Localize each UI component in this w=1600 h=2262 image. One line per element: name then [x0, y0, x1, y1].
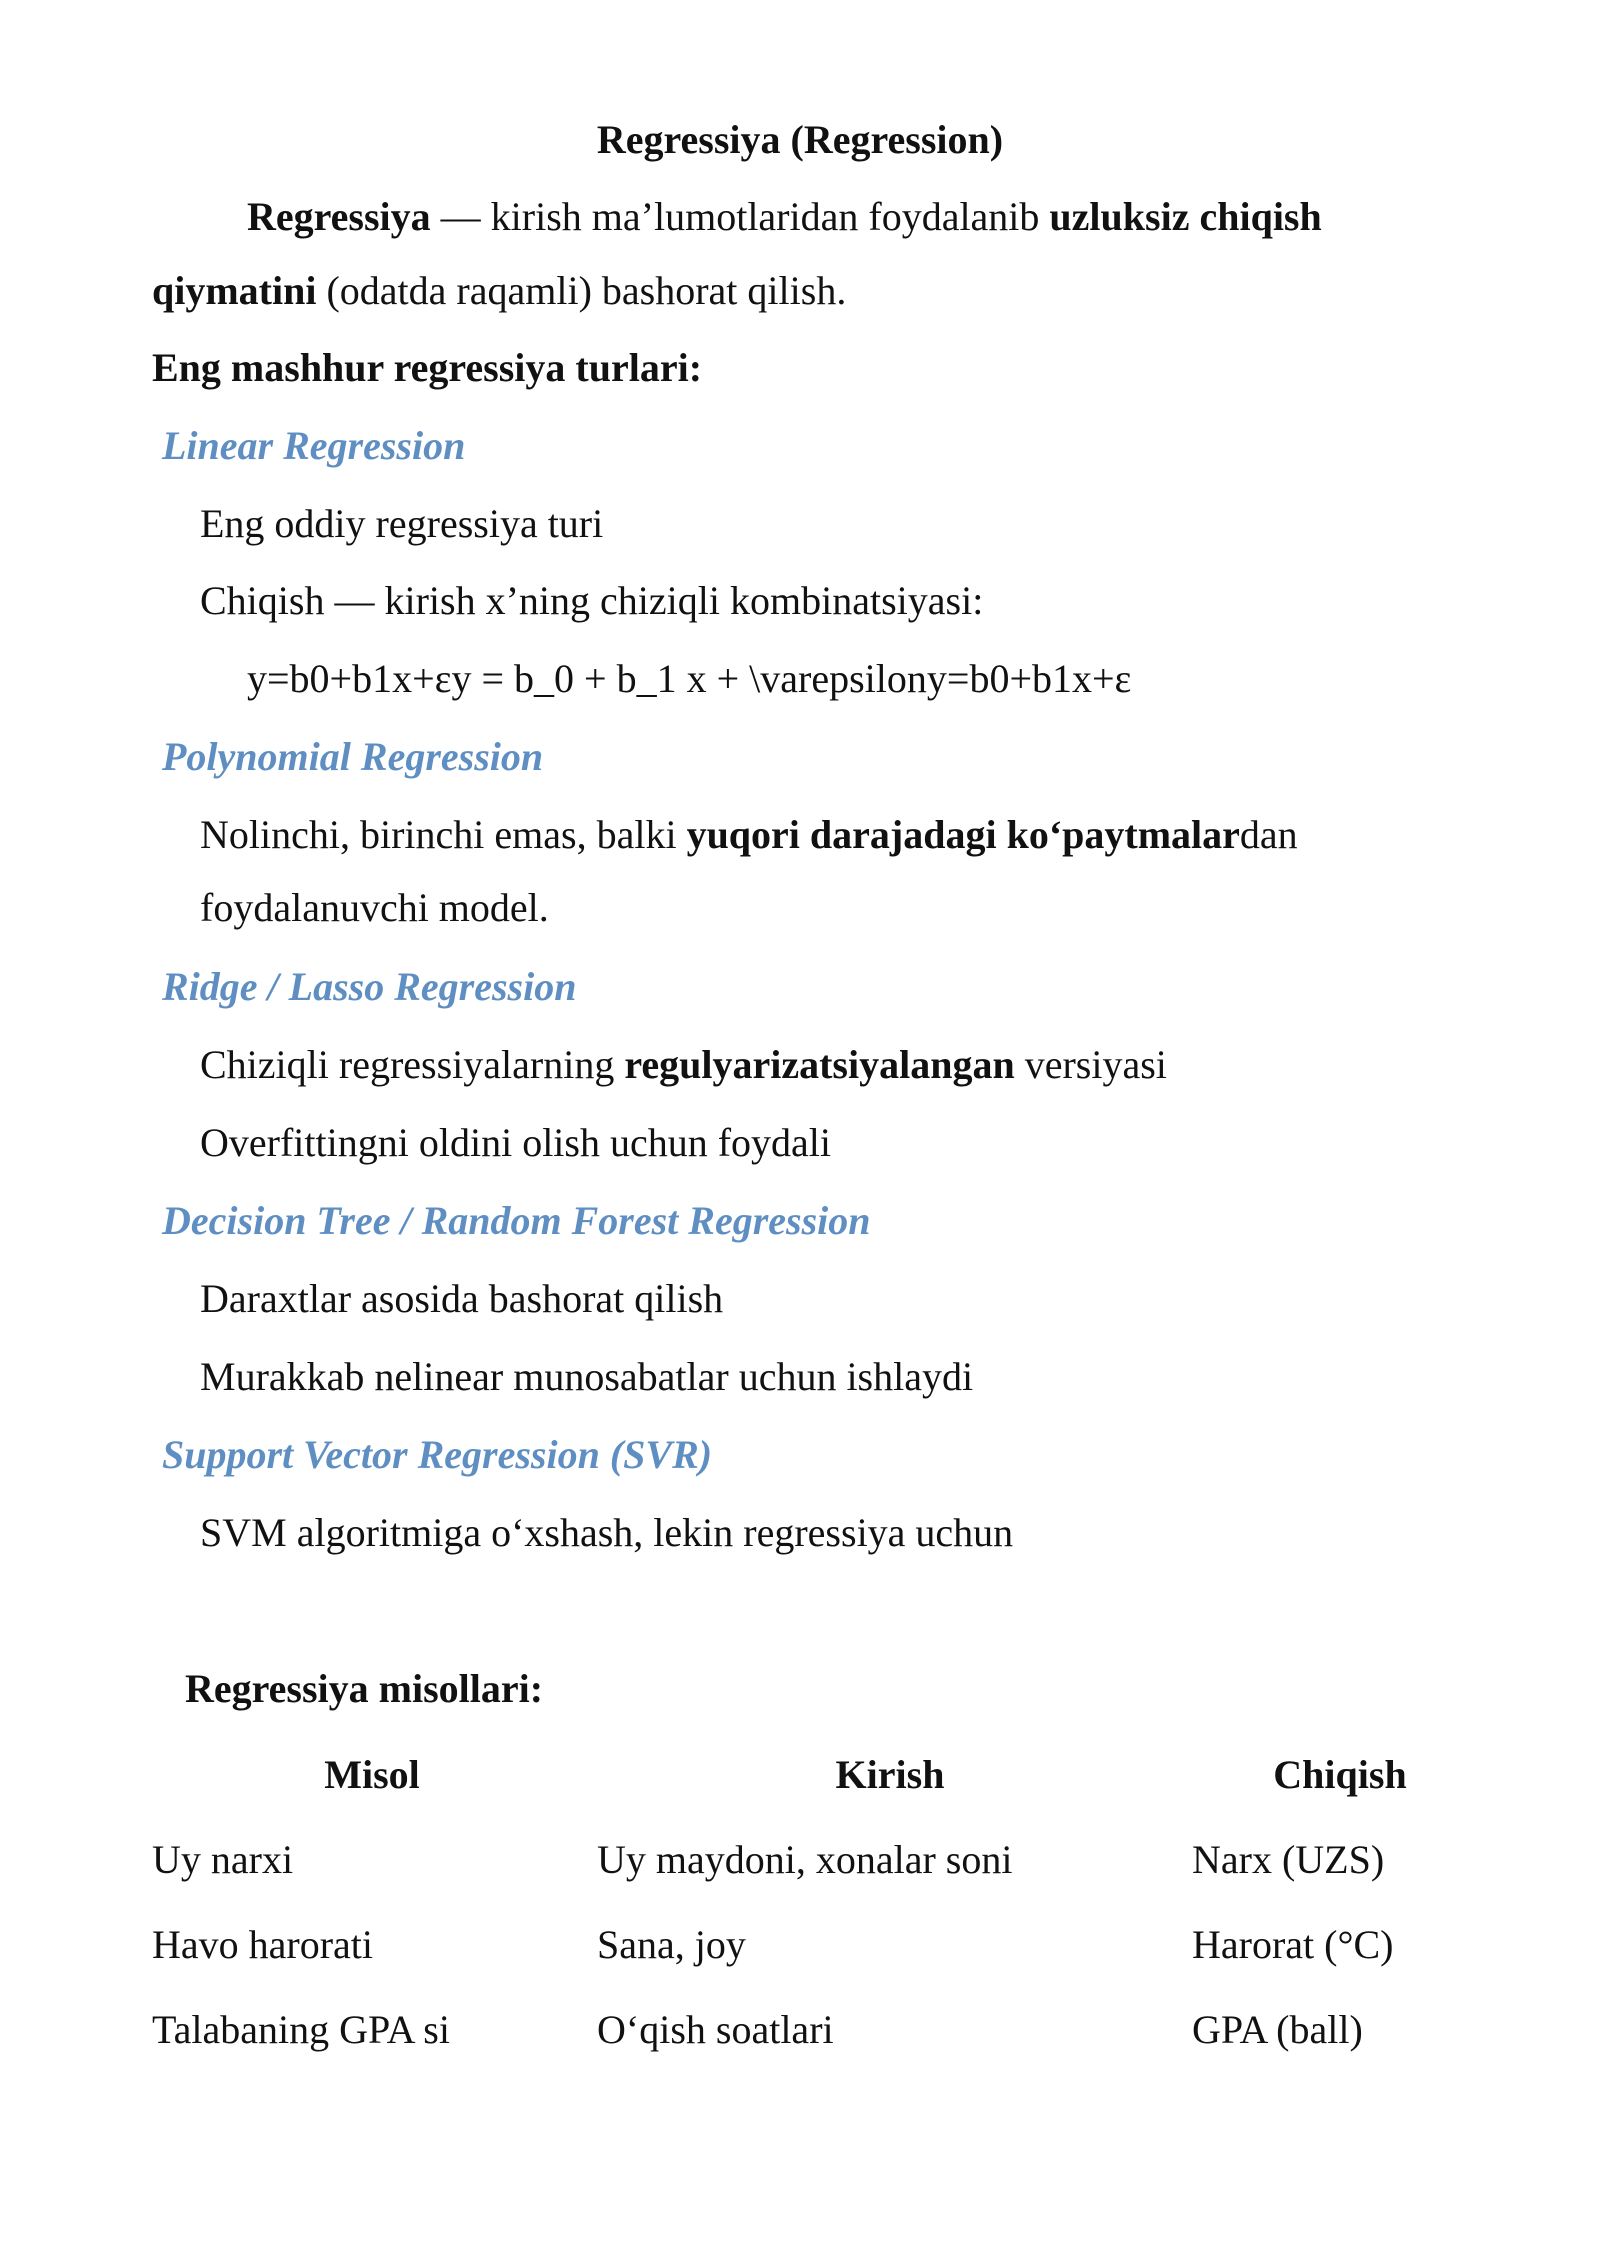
table-cell: GPA (ball) — [1192, 2007, 1363, 2052]
linear-line-1: Eng oddiy regressiya turi — [200, 501, 604, 546]
polynomial-regression-heading: Polynomial Regression — [162, 734, 544, 779]
table-cell: Havo harorati — [152, 1922, 374, 1967]
linear-regression-heading: Linear Regression — [162, 423, 466, 468]
tree-line-1: Daraxtlar asosida bashorat qilish — [200, 1276, 724, 1321]
linear-formula: y=b0+b1x+εy = b_0 + b_1 x + \varepsilony=b0+b1x+ε — [247, 656, 1132, 701]
ridge-line-2: Overfittingni oldini olish uchun foydali — [200, 1120, 832, 1165]
ridge-text-1: Chiziqli regressiyalarning — [200, 1042, 625, 1087]
svr-line-1: SVM algoritmiga o‘xshash, lekin regressiya uchun — [200, 1510, 1014, 1555]
intro-line-2 — [152, 267, 846, 315]
table-cell: Talabaning GPA si — [152, 2007, 450, 2052]
intro-bold-2: qiymatini — [152, 268, 317, 313]
polynomial-text-1: Nolinchi, birinchi emas, balki — [200, 812, 687, 857]
types-heading: Eng mashhur regressiya turlari: — [152, 345, 703, 390]
table-header-misol: Misol — [324, 1752, 420, 1797]
polynomial-text-2: dan — [1239, 812, 1298, 857]
table-header-kirish: Kirish — [835, 1752, 945, 1797]
svr-heading: Support Vector Regression (SVR) — [162, 1432, 713, 1477]
table-cell: Sana, joy — [597, 1922, 746, 1967]
table-cell: Harorat (°C) — [1192, 1922, 1394, 1967]
table-cell: O‘qish soatlari — [597, 2007, 834, 2052]
table-header-chiqish: Chiqish — [1273, 1752, 1407, 1797]
tree-forest-heading: Decision Tree / Random Forest Regression — [162, 1198, 871, 1243]
table-cell: Uy maydoni, xonalar soni — [597, 1837, 1013, 1882]
page-title: Regressiya (Regression) — [596, 117, 1004, 162]
table-cell: Uy narxi — [152, 1837, 294, 1882]
tree-line-2: Murakkab nelinear munosabatlar uchun ishlaydi — [200, 1354, 974, 1399]
intro-text-2: (odatda raqamli) bashorat qilish. — [316, 268, 847, 313]
polynomial-bold: yuqori darajadagi ko‘paytmalar — [686, 812, 1240, 857]
linear-line-2: Chiqish — kirish x’ning chiziqli kombinatsiyasi: — [200, 578, 984, 623]
ridge-bold: regulyarizatsiyalangan — [624, 1042, 1015, 1087]
intro-text-1: — kirish ma’lumotlaridan foydalanib — [430, 194, 1050, 239]
ridge-lasso-heading: Ridge / Lasso Regression — [162, 964, 577, 1009]
intro-line-1 — [247, 193, 1322, 241]
table-cell: Narx (UZS) — [1192, 1837, 1385, 1882]
examples-heading: Regressiya misollari: — [185, 1666, 544, 1711]
polynomial-line-1 — [200, 811, 1298, 859]
polynomial-line-2: foydalanuvchi model. — [200, 885, 549, 930]
intro-bold-1: uzluksiz chiqish — [1049, 194, 1322, 239]
ridge-text-2: versiyasi — [1014, 1042, 1167, 1087]
ridge-line-1 — [200, 1041, 1167, 1089]
intro-term: Regressiya — [247, 194, 431, 239]
